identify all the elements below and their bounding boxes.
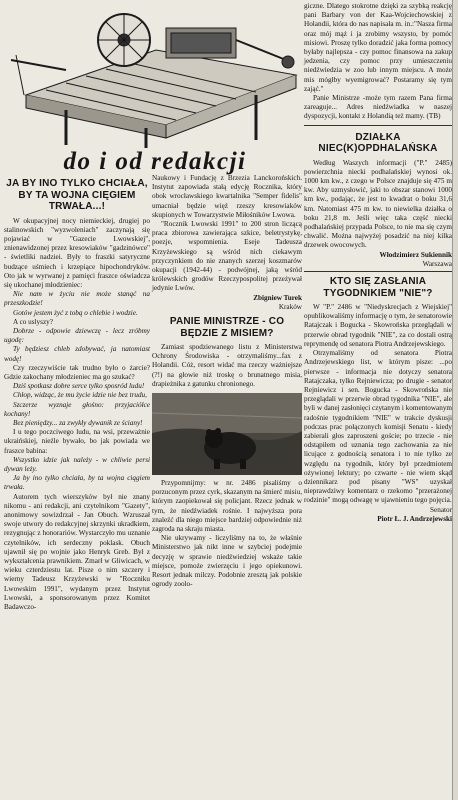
verse-line: Nie nam w życiu nie może stanąć na przeszkodzie! [4,290,150,308]
paragraph: Naukowy i Fundację z Brzezia Lanckorońskich. Instytut zapowiada stałą edycję Rocznika, który obok wrocławskiego kwartalnika "Semper fidelis" umacniał będzie więź rzeszy kresowiaków skupionych w Towarzystwie Miłośników Lwowa. [152,174,302,219]
paragraph: "Rocznik Lwowski 1991" to 200 stron liczącą praca zbiorowa zawierająca szkice, beletrystykę, poezje, wspomnienia. Eseje Tadeusza Krzyżewskiego są wśród nich ciekawym przyczynkiem do nie znanych szerzej koszmarów okupacji (1942-44) - podwójnej, jaką wśród królewskich grodów Rzeczypospolitej przeżywał jedynie Lwów. [152,220,302,293]
bear-photo [152,393,302,475]
author-title: Senator [430,505,452,514]
paragraph: Według Waszych informacji ("P." 2485) powierzchnia niecki podhalańskiej wynosi ok. 1000 km kw., z czego w Polsce znajduje się 475 m kw. Aby uzmysłowić, jaki to obszar stanowi 1000 km kw., podając, że jest to kwadrat o boku 31,6 km. Natomiast 475 m kw. to niewielka działka o boku 21,8 m. Jeśli więc taka część niecki podhalańskiej przypada Polsce, to nie ma się czym chwalić. Można najwyżej posadzić na niej kilka drzewek owocowych. [304,158,452,250]
verse-line: Bez pieniędzy... za zwykły dywanik ze ściany! [13,418,143,427]
article-title-war: JA BY INO TYLKO CHCIAŁA, BY TA WOJNA CIĘGIEM TRWAŁA...! [6,178,148,212]
author-signature: Zbigniew Turek [253,293,302,302]
author-signature: Piotr Ł. J. Andrzejewski [377,514,452,523]
article-title-nie: KTO SIĘ ZASŁANIA TYGODNIKIEM "NIE"? [323,276,433,299]
paragraph: Nie ukrywamy - liczyliśmy na to, że właśnie Ministerstwo jak nikt inne w szybciej podejmie decyzję w sprawie niedźwiedziej wskaże takie miejsce, pomoże zwierzęciu i jego opiekunowi. Resort jednak milczy. Podobnie zresztą jak polskie ogrody zoolo- [152,534,302,589]
column-3 [304,2,452,524]
author-city: Kraków [278,302,302,311]
author-signature: Włodzimierz Sukiennik [379,250,452,259]
paragraph: W "P." 2486 w "Niedyskrecjach z Wiejskiej" opublikowaliśmy informację o tym, że senatorowie Ratajczak i Boguckа - Skowrońska przeglądali w przerwie obrad tygodnik "NIE", za co dostali ostrą reprymendę od senatora Piotra Andrzejewskiego. [304,303,452,348]
article-title-bear: PANIE MINISTRZE - CO BĘDZIE Z MISIEM? [169,316,285,339]
paragraph: W okupacyjnej nocy niemieckiej, drugiej po stalinowskich "wyzwoleniach" zaczynają się pojawiać w "Gazecie Lwowskiej", znienawidzonej przez kresowiaków "gadzinówce" - świetliki nadziei. Były to fraszki satyryczne budzące uśmiech i krzepiące hipochondryków. Oto jak w wyrwanej z pamięci fraszce oświadcza się ukochanej młodzieniec: [4,216,150,289]
verse-line: Dobrze - odpowie dziewczę - lecz zróbmy ugodę: [4,326,150,345]
verse-line: Wszystko idzie jak należy - w chliwie persi dywan leży. [4,455,150,473]
verse-line: Ty będziesz chleb zdobywać, ja natomiast wodę! [4,345,150,363]
verse-line: Czy rzeczywiście tak trudno było o żarcie? Gdzie zakochany młodzieniec ma go szukać? [4,363,150,381]
vintage-machine-illustration [6,0,306,150]
letter-box [304,125,452,272]
paragraph: Otrzymaliśmy od senatora Piotra Andrzejewskiego list, w którym pisze: ...po pierwsze - informacja nie dotyczy senatora Ratajczaka, tylko Rejniewicza; po drugie - senator Rejniewicz i sen. Boguckа - Skowrońska nie przeglądali w przerwie obrad tygodnika "NIE", ale byli w danej zasłonięci czytanym i komentowanym radośnie tygodnikiem "NIE" w trakcie dyskusji podczas prac połączonych komisji Senatu - kiedy zabierali głos zaproszeni goście; po trzecie - nie odstąpiłem od uznania tego zachowania za nie licujące z godnością senatora i to nie tylko ze względu na tygodnik, który był przedmiotem ożywionej lektury; po czwarte - nie wiem skąd dziennikarz pod pisany "WS" uzyskał nieprawdziwy komentarz o rzekomo "przerażonej rodzinie" mogą odwagę w ujawnieniu tego pojęcia. [304,349,452,505]
paragraph: Przypomnijmy: w nr. 2486 pisaliśmy o porzuconym przez cyrk, skazanym na śmierć misiu, którym zaopiekował się policjant. Rzecz jednak w tym, że niedźwiadek rośnie. I najwyższa pora znaleźć dla niego miejsce bardziej odpowiednie niż zagroda na skraju miasta. [152,479,302,534]
verse-line: Szczerze wyznaje głośno: przyjaciółce kochany! [4,400,150,418]
article-title-plot: DZIAŁKA NIEC(K)OPDHALAŃSKA [318,131,438,155]
verse-line: Ja by ino tylko chciała, by ta wojna ciągiem trwała. [4,474,150,492]
paragraph: Panie Ministrze -może tym razem Pana firma zareaguje... Adres niedźwiadka w naszej dyspozycji, kontakt z Holandią też mamy. (TB) [304,94,452,121]
verse-line: Dziś spotkasz dobre serce tylko sposród ludu! [13,382,145,391]
section-header: do i od redakcji [63,148,247,175]
paragraph: Zamiast spodziewanego listu z Ministerstwa Ochrony Środowiska - otrzymaliśmy...fax z Holandii. Cóż, resort widać ma rzeczy ważniejsze (?!) na głowie niż troskę o brunatnego misia, drapieżnika z gatunku chronionego. [152,343,302,388]
column-1 [4,174,150,612]
adjacent-page-edge [452,0,458,800]
paragraph: Autorem tych wierszyków był nie znany nikomu - ani redakcji, ani czytelnikom "Gazety", anonimowy sowizdrzał - Jan Obuch. Wzruszał swoje utwory do redakcyjnej skrzynki ukradkiem, rezygnując z honorariów. Wystarczyło mu uznanie czytelników, ich serdeczny poklask. Obuch ujawnił się po wojnie jako Henryk Greb. Był z wykształcenia prawnikiem. Zmarł w Gliwicach, w wieku czterdziestu lat. Pisze o nim szczery i wierny Tadeusz Krzyżewski w "Roczniku Lwowskim 1991", wydanym przez Instytut Lwowski, a sponsorowanym przez Komitet Badawczo- [4,492,150,612]
author-city: Warszawa [422,259,452,268]
column-2 [152,174,302,590]
verse-line: I u tego poczciwego ludu, na wsi, przeważnie ukraińskiej, nieźle bywało, bo jak powiada we fraszce babina: [4,428,150,455]
verse-line: Chłop, widząc, że mu życie idzie nie bez trudu, [13,391,147,400]
paragraph: giczne. Dlatego stokrotne dzięki za szybką reakcję pani Barbary von der Kaa-Wojciechowskiej z Holandii, która do nas napisała m. in.:"Nasza firma oraz mój mąż i ja zrobimy wszysto, by pomóc misiowi. Proszę tylko doradzić jaka forma pomocy byłaby najlepsza - czy pomoc finansowa na zakup jedzenia, czy pomoc przy umieszczeniu niedźwiedzia w zoo lub innym miejscu. A może mis mógłby wyemigrować? Postaramy się tym zająć." [304,2,452,93]
verse-line: A co uslyszy? [13,317,53,326]
verse-line: Gotów jestem żyć z tobą o chlebie i wodzie. [13,308,138,317]
